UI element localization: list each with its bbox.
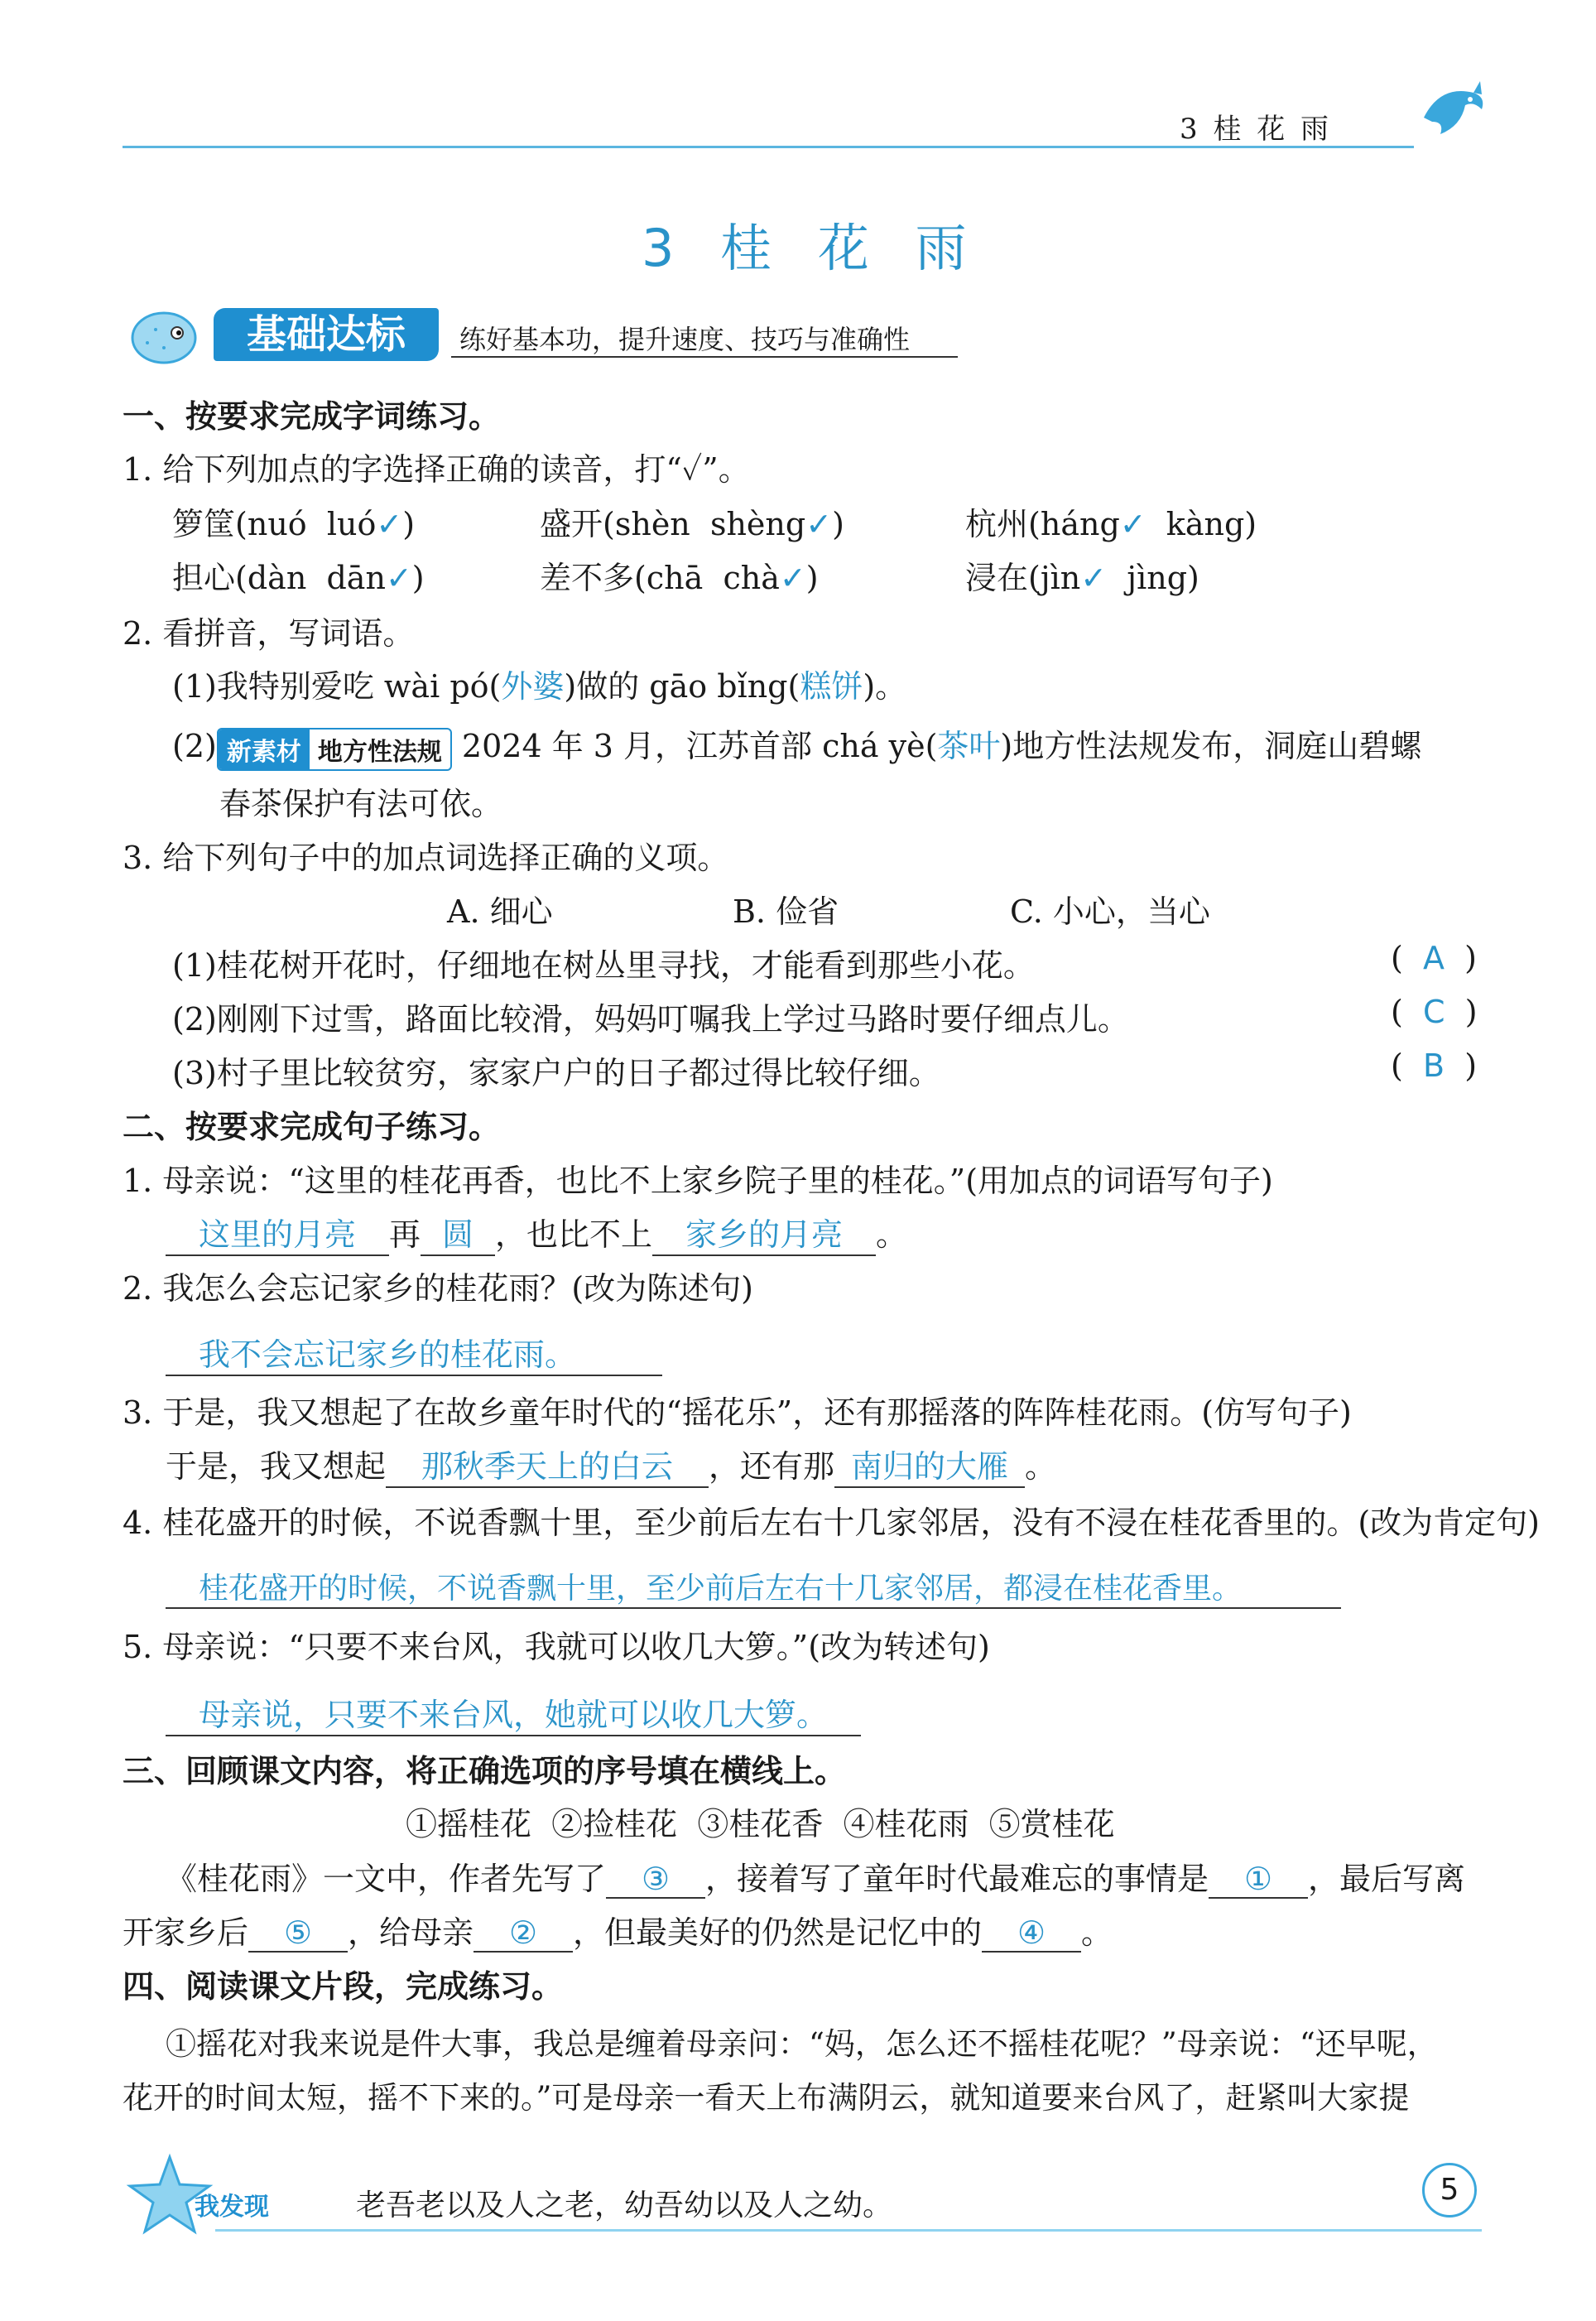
pinyin-item: 担心(dàn dān✓)	[172, 560, 425, 596]
passage-line: ①摇花对我来说是件大事，我总是缠着母亲问：“妈，怎么还不摇桂花呢？”母亲说：“还早呢，	[166, 2026, 1438, 2062]
pufferfish-icon	[123, 305, 205, 371]
option-list: ①摇桂花 ②捡桂花 ③桂花香 ④桂花雨 ⑤赏桂花	[406, 1806, 1115, 1842]
page-number: 5	[1422, 2163, 1477, 2217]
footer-rule	[215, 2229, 1482, 2232]
pinyin-item: 浸在(jìn✓ jìng)	[965, 560, 1199, 596]
choice-item: (3)村子里比较贫穷，家家户户的日子都过得比较仔细。	[172, 1055, 940, 1091]
footer-badge: 我发现	[195, 2193, 269, 2222]
question-stem: 3. 于是，我又想起了在故乡童年时代的“摇花乐”，还有那摇落的阵阵桂花雨。(仿写句子)	[123, 1394, 1352, 1431]
answer-line: 我不会忘记家乡的桂花雨。	[166, 1329, 662, 1376]
check-icon: ✓	[805, 506, 833, 542]
pinyin-item: 箩筐(nuó luó✓)	[172, 506, 416, 542]
fill-line: 《桂花雨》一文中，作者先写了 ③ ，接着写了童年时代最难忘的事情是 ① ，最后写离	[166, 1861, 1466, 1897]
page-title: 3 桂 花 雨	[642, 218, 982, 278]
question-stem: 1. 给下列加点的字选择正确的读音，打“✓”。	[123, 451, 750, 488]
pinyin-item: 差不多(chā chà✓)	[540, 560, 819, 596]
section-title: 二、按要求完成句子练习。	[123, 1109, 501, 1145]
banner-label-text: 基础达标	[246, 311, 406, 358]
question-stem: 5. 母亲说：“只要不来台风，我就可以收几大箩。”(改为转述句)	[123, 1629, 990, 1665]
section-title: 一、按要求完成字词练习。	[123, 398, 501, 435]
answer-paren: ( C )	[1391, 994, 1478, 1030]
banner-rule	[451, 356, 958, 358]
pinyin-item: 杭州(háng✓ kàng)	[965, 506, 1257, 542]
question-stem: 2. 看拼音，写词语。	[123, 615, 415, 652]
fill-line: (1)我特别爱吃 wài pó(外婆)做的 gāo bǐng(糕饼)。	[172, 668, 907, 705]
choice-item: (1)桂花树开花时，仔细地在树丛里寻找，才能看到那些小花。	[172, 947, 1035, 984]
new-material-tag: 新素材 地方性法规	[217, 728, 452, 771]
fill-line: 这里的月亮 再 圆 ，也比不上 家乡的月亮 。	[166, 1209, 907, 1256]
banner-label	[214, 308, 439, 361]
question-stem: 2. 我怎么会忘记家乡的桂花雨？(改为陈述句)	[123, 1270, 753, 1307]
fill-line: 开家乡后 ⑤ ，给母亲 ② ，但最美好的仍然是记忆中的 ④ 。	[123, 1914, 1113, 1951]
section-title: 三、回顾课文内容，将正确选项的序号填在横线上。	[123, 1753, 847, 1789]
check-icon: ✓	[385, 560, 412, 596]
passage-line: 花开的时间太短，摇不下来的。”可是母亲一看天上布满阴云，就知道要来台风了，赶紧叫大家提	[123, 2080, 1410, 2116]
running-title: 3 桂 花 雨	[1180, 113, 1333, 146]
question-stem: 4. 桂花盛开的时候，不说香飘十里，至少前后左右十几家邻居，没有不浸在桂花香里的。(改为肯定句)	[123, 1505, 1540, 1541]
section-title: 四、阅读课文片段，完成练习。	[123, 1968, 564, 2005]
dolphin-icon	[1416, 76, 1490, 151]
question-stem: 1. 母亲说：“这里的桂花再香，也比不上家乡院子里的桂花。”(用加点的词语写句子)	[123, 1163, 1273, 1199]
check-icon: ✓	[779, 560, 806, 596]
option-b: B. 俭省	[733, 893, 839, 930]
check-icon: ✓	[1080, 560, 1108, 596]
check-icon: ✓	[1119, 506, 1147, 542]
answer-line: 桂花盛开的时候，不说香飘十里，至少前后左右十几家邻居，都浸在桂花香里。	[166, 1565, 1341, 1609]
choice-item: (2)刚刚下过雪，路面比较滑，妈妈叮嘱我上学过马路时要仔细点儿。	[172, 1001, 1129, 1038]
pinyin-item: 盛开(shèn shèng✓)	[540, 506, 844, 542]
option-c: C. 小心，当心	[1010, 893, 1210, 930]
fill-line: 春茶保护有法可依。	[219, 786, 503, 822]
check-icon: ✓	[376, 506, 403, 542]
footer-quote: 老吾老以及人之老，幼吾幼以及人之幼。	[356, 2189, 893, 2222]
banner-subtitle: 练好基本功，提升速度、技巧与准确性	[459, 324, 911, 355]
fill-line: 于是，我又想起 那秋季天上的白云 ，还有那 南归的大雁 。	[166, 1441, 1056, 1488]
answer-line: 母亲说，只要不来台风，她就可以收几大箩。	[166, 1689, 861, 1736]
question-stem: 3. 给下列句子中的加点词选择正确的义项。	[123, 840, 729, 876]
fill-line: (2) 新素材 地方性法规 2024 年 3 月，江苏首部 chá yè(茶叶)地方性法规发布，洞庭山碧螺	[172, 720, 1421, 771]
answer-paren: ( A )	[1391, 940, 1477, 976]
answer-paren: ( B )	[1391, 1047, 1478, 1084]
header-rule	[123, 146, 1414, 148]
option-a: A. 细心	[447, 893, 553, 930]
